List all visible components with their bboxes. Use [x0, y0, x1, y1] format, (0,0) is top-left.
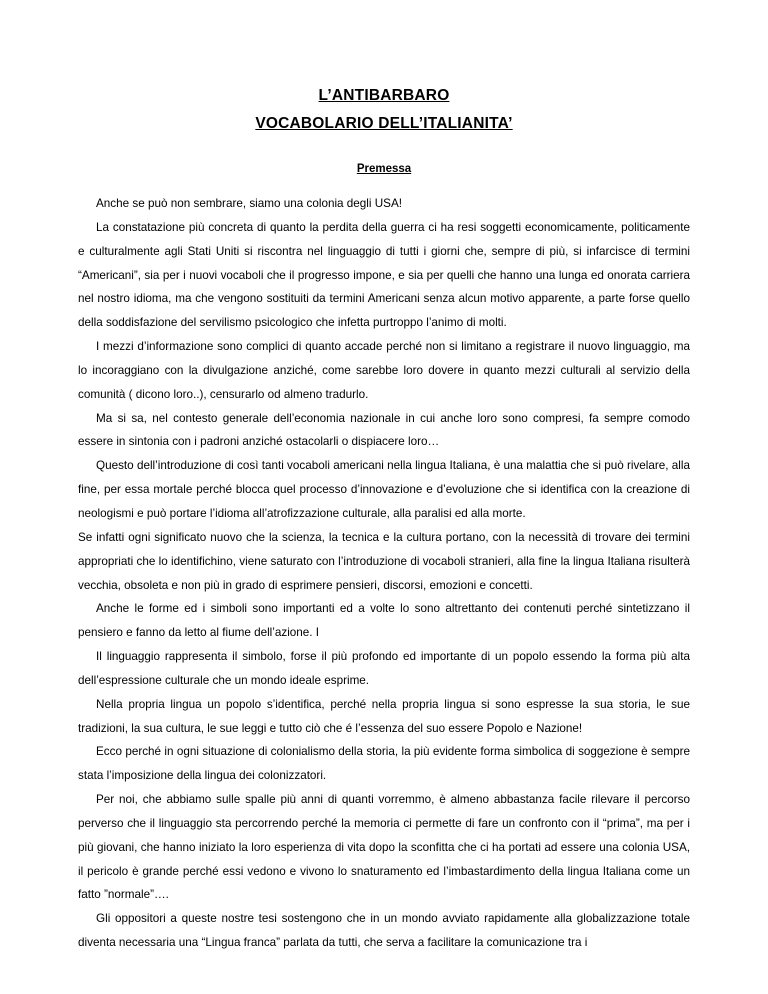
paragraph: Nella propria lingua un popolo s’identifica, perché nella propria lingua si sono espresse la sua storia, le sue tradizioni, la sua cultura, le sue leggi e tutto ciò che é l’essenza del suo essere Popolo e Nazione! — [78, 697, 690, 735]
document-subtitle: VOCABOLARIO DELL’ITALIANITA’ — [255, 115, 513, 132]
paragraph: Questo dell’introduzione di così tanti vocaboli americani nella lingua Italiana, è una malattia che si può rivelare, alla fine, per essa mortale perché blocca quel processo d’innovazione e d’evoluzione che si identifica con la creazione di neologismi e può portare l’idioma all’atrofizzazione culturale, alla paralisi ed alla morte. — [78, 459, 690, 520]
body-text — [78, 192, 690, 955]
paragraph: Anche se può non sembrare, siamo una colonia degli USA! — [96, 197, 403, 210]
document-title: L’ANTIBARBARO — [318, 87, 450, 104]
paragraph: Per noi, che abbiamo sulle spalle più anni di quanti vorremmo, è almeno abbastanza facile rilevare il percorso perverso che il linguaggio sta percorrendo perché la memoria ci permette di fare un confronto con il “prima”, ma per i più giovani, che hanno iniziato la loro esperienza di vita dopo la sconfitta che ci ha portati ad essere una colonia USA, il pericolo è grande perché essi vedono e vivono lo snaturamento ed l’imbastardimento della lingua Italiana come un fatto ”normale”…. — [78, 793, 690, 902]
paragraph: La constatazione più concreta di quanto la perdita della guerra ci ha resi soggetti economicamente, politicamente e culturalmente agli Stati Uniti si riscontra nel linguaggio di tutti i giorni che, sempre di più, si infarcisce di termini “Americani”, sia per i nuovi vocaboli che il progresso impone, e sia per quelli che hanno una lunga ed onorata carriera nel nostro idioma, ma che vengono sostituiti da termini Americani senza alcun motivo apparente, a parte forse quello della soddisfazione del servilismo psicologico che infetta purtroppo l’animo di molti. — [78, 220, 690, 330]
paragraph: Se infatti ogni significato nuovo che la scienza, la tecnica e la cultura portano, con la necessità di trovare dei termini appropriati che lo identifichino, viene saturato con l’introduzione di vocaboli stranieri, alla fine la lingua Italiana risulterà vecchia, obsoleta e non più in grado di esprimere pensieri, discorsi, emozioni e concetti. — [78, 530, 690, 592]
section-heading: Premessa — [356, 163, 412, 175]
paragraph: Ecco perché in ogni situazione di colonialismo della storia, la più evidente forma simbolica di soggezione è sempre stata l’imposizione della lingua dei colonizzatori. — [78, 745, 690, 783]
paragraph: Anche le forme ed i simboli sono importanti ed a volte lo sono altrettanto dei contenuti perché sintetizzano il pensiero e fanno da letto al fiume dell’azione. I — [78, 602, 690, 640]
paragraph: Il linguaggio rappresenta il simbolo, forse il più profondo ed importante di un popolo essendo la forma più alta dell’espressione culturale che un mondo ideale esprime. — [78, 650, 690, 687]
paragraph: Ma si sa, nel contesto generale dell’economia nazionale in cui anche loro sono compresi, fa sempre comodo essere in sintonia con i padroni anziché ostacolarli o dispiacere loro… — [78, 411, 690, 449]
paragraph: I mezzi d’informazione sono complici di quanto accade perché non si limitano a registrare il nuovo linguaggio, ma lo incoraggiano con la divulgazione anziché, come sarebbe loro dovere in quanto mezzi culturali al servizio della comunità ( dicono loro..), censurarlo od almeno tradurlo. — [78, 340, 690, 401]
paragraph: Gli oppositori a queste nostre tesi sostengono che in un mondo avviato rapidamente alla globalizzazione totale diventa necessaria una “Lingua franca” parlata da tutti, che serva a facilitare la comunicazione tra i — [78, 912, 690, 950]
